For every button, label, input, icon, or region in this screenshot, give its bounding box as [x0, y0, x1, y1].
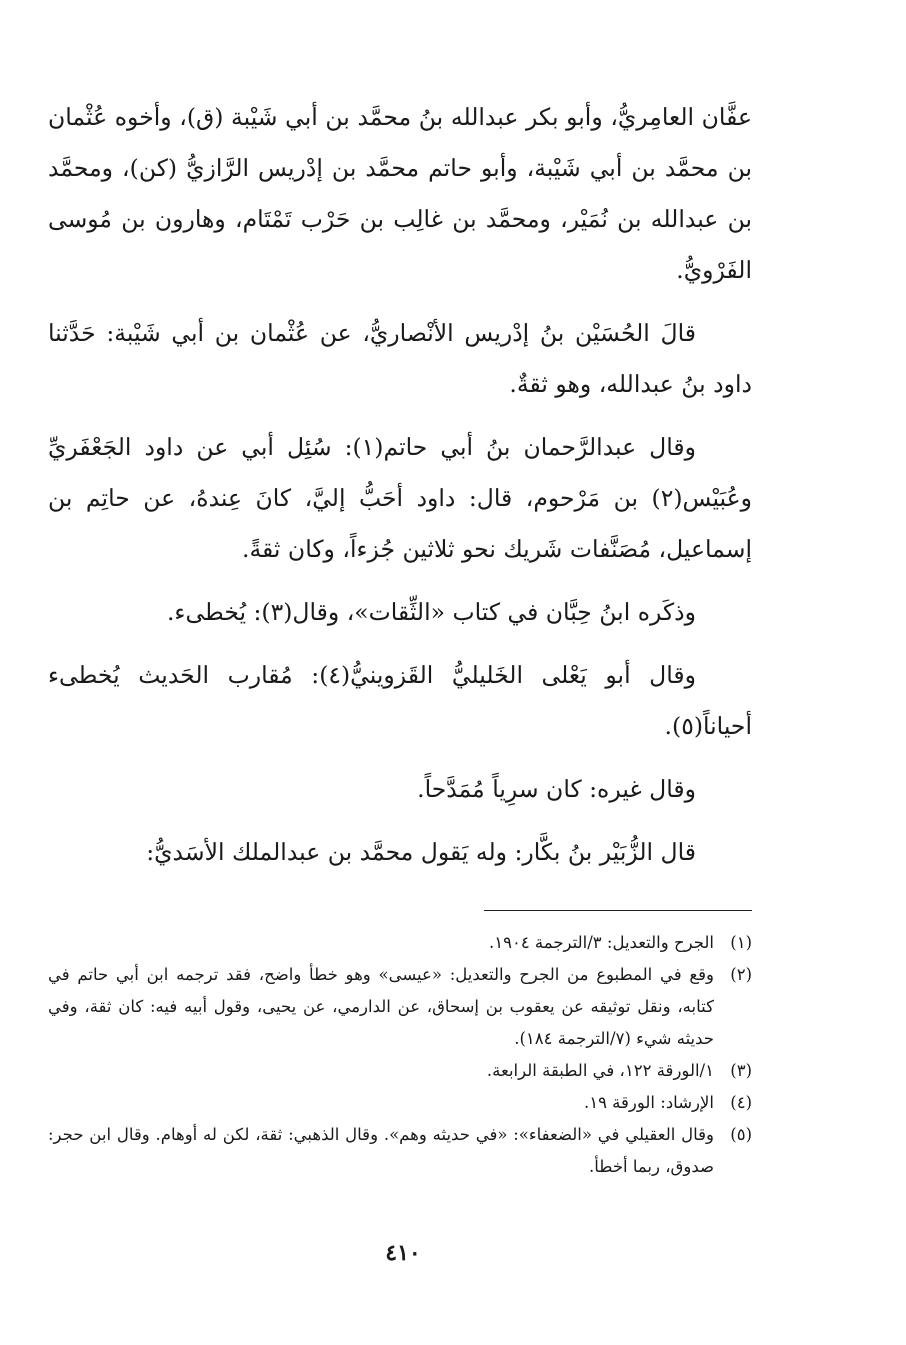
footnote-number: (١) [730, 933, 752, 952]
body-paragraph: وقال غيره: كان سرِياً مُمَدَّحاً. [417, 775, 696, 803]
footnote [48, 927, 752, 959]
body-paragraph: وذكَره ابنُ حِبَّان في كتاب «الثِّقات»، وقال(٣): يُخطىء. [166, 598, 696, 626]
footnote-text: الإرشاد: الورقة ١٩. [583, 1093, 714, 1112]
page-number: ٤١٠ [385, 1240, 421, 1266]
footnote-text: وقع في المطبوع من الجرح والتعديل: «عيسى» وهو خطأ واضح، فقد ترجمه ابن أبي حاتم في كتابه، ونقل توثيقه عن يعقوب بن إسحاق، عن الدارمي، عن يحيى، وقول أبيه فيه: كان ثقة، وفي حديثه شيء (٧/الترجمة ١٨٤). [48, 965, 714, 1048]
footnotes [48, 927, 752, 1183]
footnote-number: (٢) [730, 965, 752, 984]
body-paragraph: عفَّان العامِريُّ، وأبو بكر عبدالله بنُ محمَّد بن أبي شَيْبة (ق)، وأخوه عُثْمان بن محمَّد بن أبي شَيْبة، وأبو حاتم محمَّد بن إدْريس الرَّازيُّ (كن)، ومحمَّد بن عبدالله بن نُمَيْر، ومحمَّد بن غالِب بن حَرْب تَمْتَام، وهارون بن مُوسى الفَرْويُّ. [48, 103, 752, 284]
main-text [48, 92, 752, 878]
footnote-separator [484, 910, 752, 911]
body-paragraph: وقال عبدالرَّحمان بنُ أبي حاتم(١): سُئِل أبي عن داود الجَعْفَريِّ وعُبَيْس(٢) بن مَرْحوم، قال: داود أحَبُّ إليَّ، كانَ عِندهُ، عن حاتِم بن إسماعيل، مُصَنَّفات شَريك نحو ثلاثين جُزءاً، وكان ثقةً. [48, 433, 752, 563]
footnote-text: الجرح والتعديل: ٣/الترجمة ١٩٠٤. [488, 933, 714, 952]
footnote [48, 959, 752, 1055]
footnote-number: (٣) [730, 1061, 752, 1080]
footnote-text: وقال العقيلي في «الضعفاء»: «في حديثه وهم». وقال الذهبي: ثقة، لكن له أوهام. وقال ابن حجر: صدوق، ربما أخطأ. [48, 1125, 714, 1176]
footnote [48, 1119, 752, 1183]
footnote-number: (٤) [730, 1093, 752, 1112]
footnote [48, 1087, 752, 1119]
footnote-text: ١/الورقة ١٢٢، في الطبقة الرابعة. [486, 1061, 714, 1080]
body-paragraph: وقال أبو يَعْلى الخَليليُّ القَزوينيُّ(٤): مُقارب الحَديث يُخطىء أحياناً(٥). [48, 661, 752, 740]
footnote [48, 1055, 752, 1087]
body-paragraph: قال الزُّبَيْر بنُ بكَّار: وله يَقول محمَّد بن عبدالملك الأسَديُّ: [146, 838, 696, 866]
body-paragraph: قالَ الحُسَيْن بنُ إدْريس الأنْصاريُّ، عن عُثْمان بن أبي شَيْبة: حَدَّثنا داود بنُ عبدالله، وهو ثقةٌ. [48, 319, 752, 398]
footnote-number: (٥) [730, 1125, 752, 1144]
